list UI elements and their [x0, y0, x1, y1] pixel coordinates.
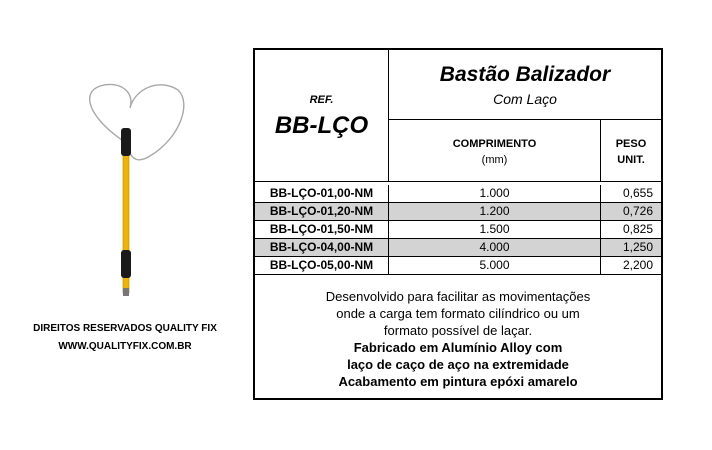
description-line: Desenvolvido para facilitar as movimentações	[325, 289, 591, 304]
table-row	[255, 257, 661, 275]
upper-grip	[121, 128, 131, 156]
description-line: onde a carga tem formato cilíndrico ou um	[336, 306, 580, 321]
product-subtitle: Com Laço	[493, 91, 557, 107]
product-title: Bastão Balizador	[439, 63, 611, 86]
ref-cell	[255, 50, 389, 182]
table-rows	[255, 185, 661, 275]
length-unit: (mm)	[481, 154, 508, 166]
table-row	[255, 221, 661, 239]
copyright-notice: DIREITOS RESERVADOS QUALITY FIX	[33, 323, 217, 334]
ref-label: REF.	[309, 94, 334, 106]
title-cell	[389, 50, 661, 120]
row-weight: 0,655	[622, 186, 653, 200]
row-code: BB-LÇO-05,00-NM	[255, 257, 389, 274]
spec-table	[253, 48, 663, 400]
row-weight: 0,825	[622, 222, 653, 236]
row-weight: 1,250	[622, 240, 653, 254]
row-code: BB-LÇO-04,00-NM	[255, 239, 389, 256]
weight-label-1: PESO	[615, 138, 647, 150]
row-length: 1.000	[389, 185, 601, 202]
row-code: BB-LÇO-01,20-NM	[255, 203, 389, 220]
lower-grip	[121, 250, 131, 278]
pole-tip	[123, 288, 129, 296]
row-length: 4.000	[389, 239, 601, 256]
description-divider	[255, 274, 661, 275]
row-code: BB-LÇO-01,50-NM	[255, 221, 389, 238]
description-line: Acabamento em pintura epóxi amarelo	[338, 374, 578, 389]
table-row	[255, 203, 661, 221]
length-column-header	[389, 120, 601, 182]
product-photo	[80, 78, 190, 303]
description-line: formato possível de laçar.	[383, 323, 533, 338]
product-description	[255, 288, 661, 390]
row-length: 1.200	[389, 203, 601, 220]
weight-column-header	[601, 120, 661, 182]
row-weight: 0,726	[622, 204, 653, 218]
ref-code: BB-LÇO	[274, 112, 369, 139]
table-row	[255, 239, 661, 257]
steel-loop	[90, 84, 184, 159]
row-length: 1.500	[389, 221, 601, 238]
description-line: laço de caço de aço na extremidade	[347, 357, 569, 372]
website-link[interactable]: WWW.QUALITYFIX.COM.BR	[58, 341, 192, 352]
row-length: 5.000	[389, 257, 601, 274]
row-weight: 2,200	[622, 258, 653, 272]
row-code: BB-LÇO-01,00-NM	[255, 185, 389, 202]
table-row	[255, 185, 661, 203]
description-line: Fabricado em Alumínio Alloy com	[353, 340, 563, 355]
weight-label-2: UNIT.	[617, 154, 645, 166]
length-label: COMPRIMENTO	[452, 138, 537, 150]
